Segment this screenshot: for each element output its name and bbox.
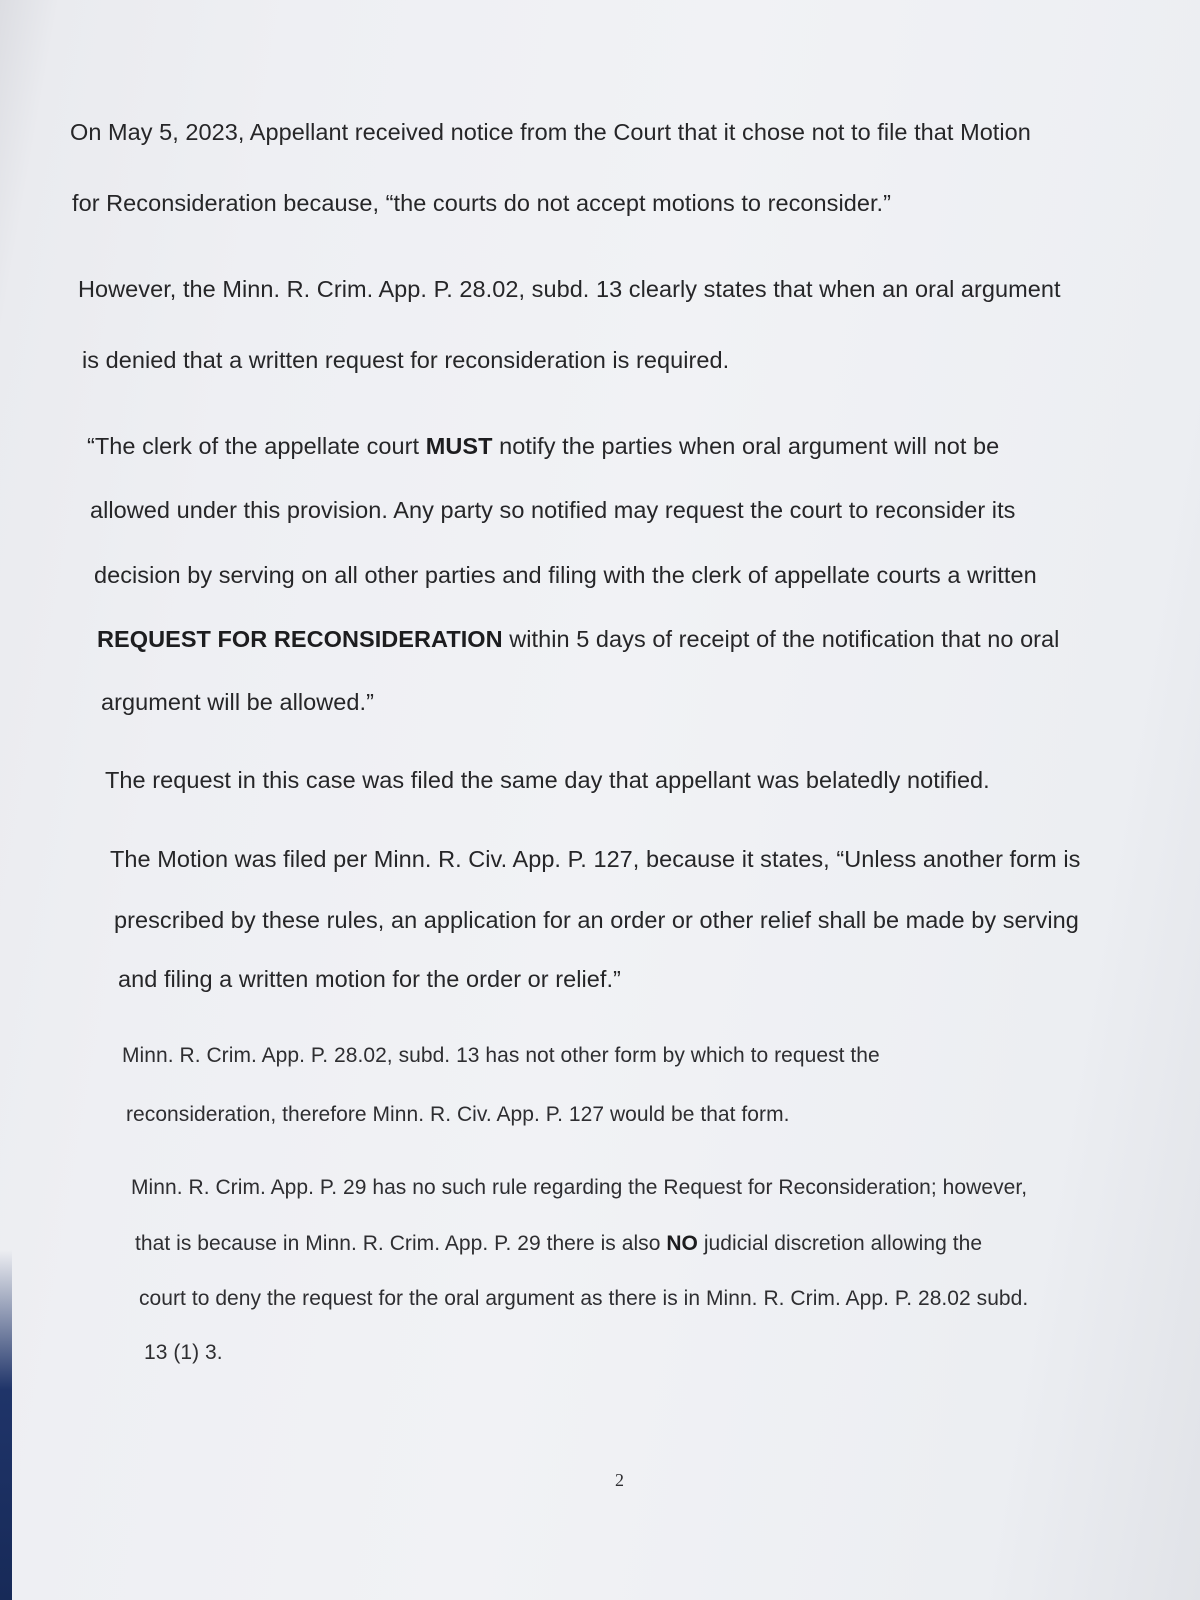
quote-line-1-post: notify the parties when oral argument will not be [492,433,1000,459]
line-post: judicial discretion allowing the [697,1232,983,1255]
paragraph-3-line-3: decision by serving on all other parties and filing with the clerk of appellate courts a written [94,562,1037,588]
paragraph-7-line-1: Minn. R. Crim. App. P. 29 has no such rule regarding the Request for Reconsideration; however, [131,1176,1028,1199]
paragraph-5-line-1: The Motion was filed per Minn. R. Civ. App. P. 127, because it states, “Unless another form is [110,846,1081,872]
paragraph-6-line-1: Minn. R. Crim. App. P. 28.02, subd. 13 has not other form by which to request the [122,1044,880,1067]
paragraph-3-line-1 [87,432,999,460]
line-pre: that is because in Minn. R. Crim. App. P. 29 there is also [135,1232,667,1255]
page-number: 2 [615,1470,624,1490]
paragraph-3-line-5: argument will be allowed.” [101,689,374,715]
paragraph-5-line-3: and filing a written motion for the order or relief.” [118,966,621,992]
quote-emphasis-request: REQUEST FOR RECONSIDERATION [97,626,503,652]
paragraph-3-line-4 [97,625,1059,653]
quote-line-4-post: within 5 days of receipt of the notification that no oral [502,626,1060,652]
page-edge-shadow [0,1250,12,1600]
quote-emphasis-must: MUST [425,433,493,459]
quote-line-1-pre: “The clerk of the appellate court [87,433,426,459]
paragraph-1-line-2: for Reconsideration because, “the courts do not accept motions to reconsider.” [72,190,892,216]
paragraph-7-line-2 [135,1230,982,1258]
paragraph-5-line-2: prescribed by these rules, an application for an order or other relief shall be made by serving [114,907,1079,933]
emphasis-no: NO [666,1232,698,1255]
paragraph-2-line-2: is denied that a written request for reconsideration is required. [82,347,730,373]
paragraph-7-line-3: court to deny the request for the oral argument as there is in Minn. R. Crim. App. P. 28.02 subd. [139,1287,1029,1310]
paragraph-6-line-2: reconsideration, therefore Minn. R. Civ. App. P. 127 would be that form. [126,1103,790,1126]
paragraph-1-line-1: On May 5, 2023, Appellant received notice from the Court that it chose not to file that Motion [70,119,1031,145]
paragraph-3-line-2: allowed under this provision. Any party so notified may request the court to reconsider its [90,497,1016,523]
paragraph-4-line-1: The request in this case was filed the same day that appellant was belatedly notified. [105,767,990,793]
paragraph-7-line-4: 13 (1) 3. [144,1341,223,1364]
paragraph-2-line-1: However, the Minn. R. Crim. App. P. 28.02, subd. 13 clearly states that when an oral argument [78,276,1061,302]
